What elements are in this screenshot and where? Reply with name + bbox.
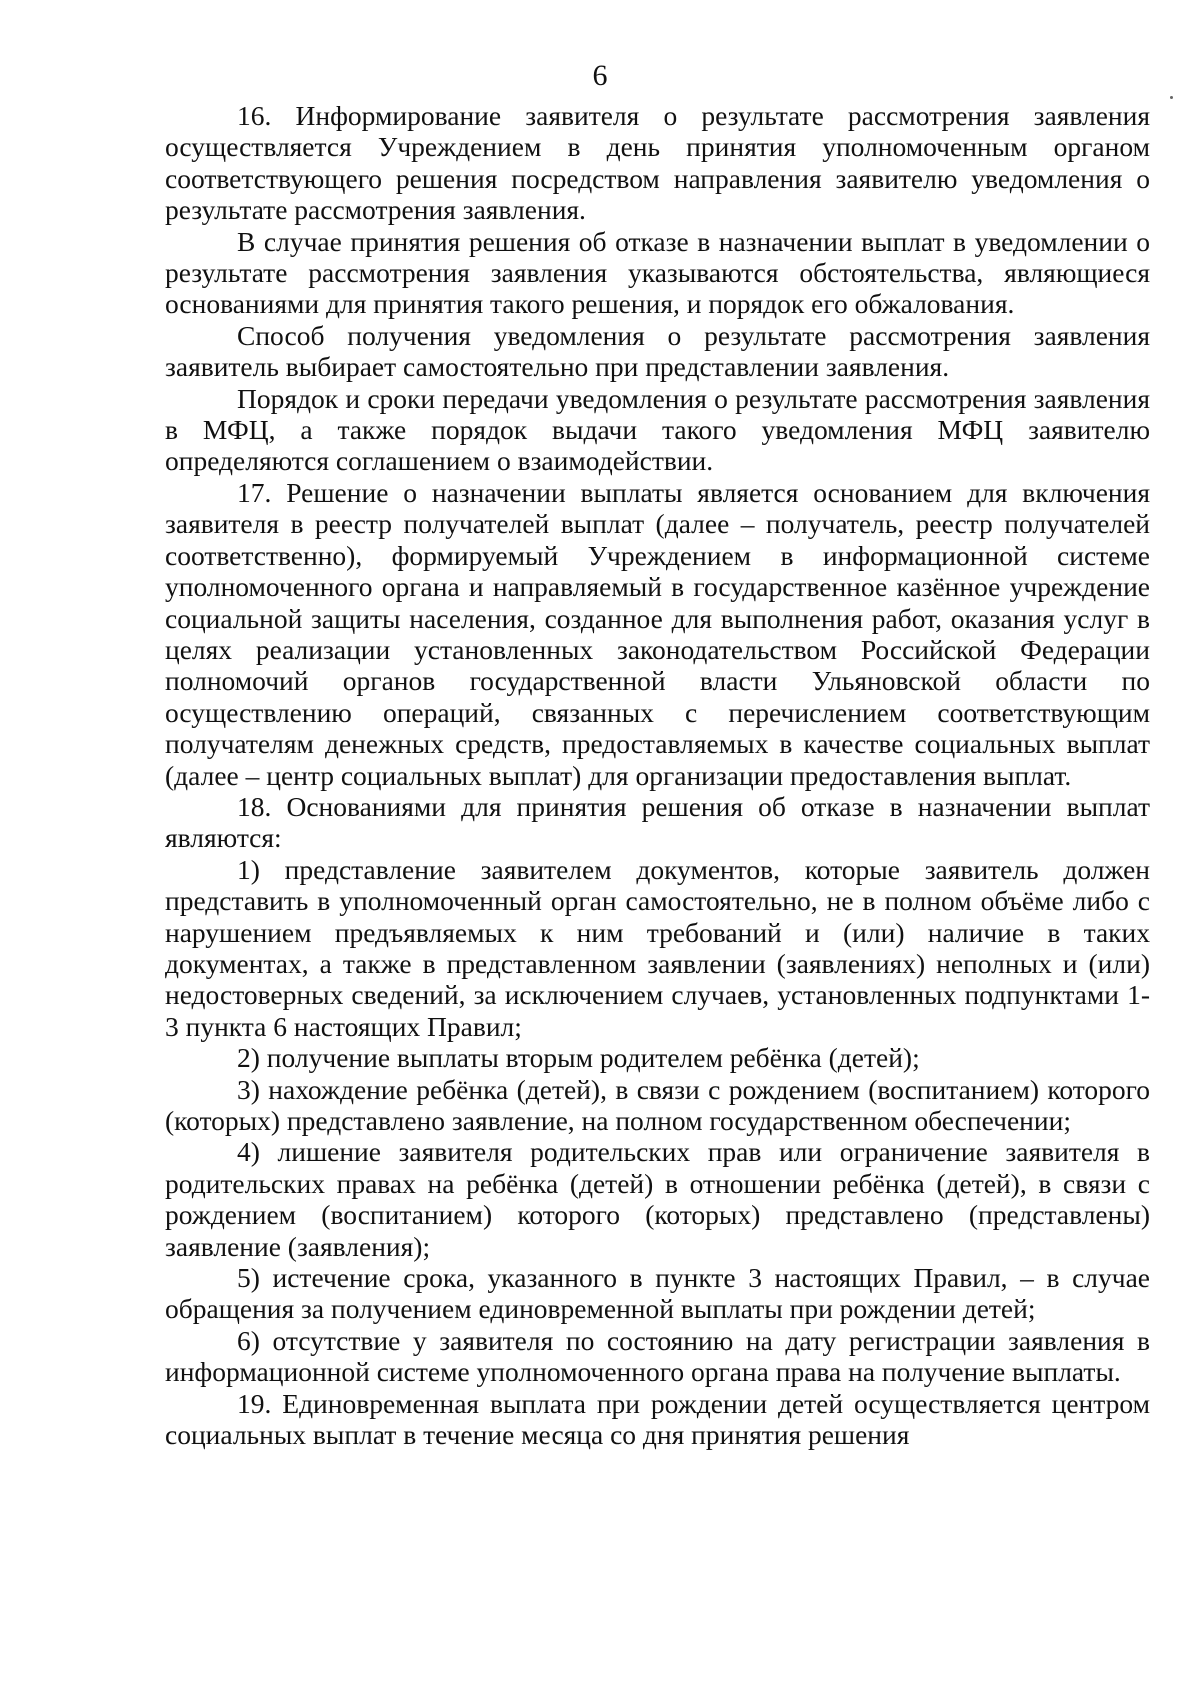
paragraph-19: 19. Единовременная выплата при рождении детей осуществляется центром социальных выплат в течение месяца со дня принятия решения bbox=[165, 1387, 1150, 1451]
list-item-18-3: 3) нахождение ребёнка (детей), в связи с рождением (воспитанием) которого (которых) представлено заявление, на полном государственном обеспечении; bbox=[165, 1073, 1150, 1136]
document-body bbox=[165, 100, 1150, 1450]
scan-speck bbox=[1170, 96, 1173, 99]
list-item-18-6: 6) отсутствие у заявителя по состоянию на дату регистрации заявления в информационной системе уполномоченного органа права на получение выплаты. bbox=[165, 1324, 1150, 1388]
paragraph-17: 17. Решение о назначении выплаты является основанием для включения заявителя в реестр получателей выплат (далее – получатель, реестр получателей соответственно), формируемый Учреждением в информационной системе уполномоченного органа и направляемый в государственное казённое учреждение социальной защиты населения, созданное для выполнения работ, оказания услуг в целях реализации установленных законодательством Российской Федерации полномочий органов государственной власти Ульяновской области по осуществлению операций, связанных с перечислением соответствующим получателям денежных средств, предоставляемых в качестве социальных выплат (далее – центр социальных выплат) для организации предоставления выплат. bbox=[165, 476, 1150, 791]
list-item-18-5: 5) истечение срока, указанного в пункте 3 настоящих Правил, – в случае обращения за получением единовременной выплаты при рождении детей; bbox=[165, 1262, 1150, 1325]
paragraph-16-mfc-procedure: Порядок и сроки передачи уведомления о результате рассмотрения заявления в МФЦ, а также порядок выдачи такого уведомления МФЦ заявителю определяются соглашением о взаимодействии. bbox=[165, 382, 1150, 477]
paragraph-18: 18. Основаниями для принятия решения об отказе в назначении выплат являются: bbox=[165, 790, 1150, 854]
list-item-18-4: 4) лишение заявителя родительских прав или ограничение заявителя в родительских правах на ребёнка (детей) в отношении ребёнка (детей), в связи с рождением (воспитанием) которого (которых) представлено (представлены) заявление (заявления); bbox=[165, 1136, 1150, 1262]
list-item-18-1: 1) представление заявителем документов, которые заявитель должен представить в уполномоченный орган самостоятельно, не в полном объёме либо с нарушением предъявляемых к ним требований и (или) наличие в таких документах, а также в представленном заявлении (заявлениях) неполных и (или) недостоверных сведений, за исключением случаев, установленных подпунктами 1-3 пункта 6 настоящих Правил; bbox=[165, 853, 1150, 1042]
paragraph-16-notice-method: Способ получения уведомления о результате рассмотрения заявления заявитель выбирает самостоятельно при представлении заявления. bbox=[165, 319, 1150, 383]
paragraph-16-refusal-notice: В случае принятия решения об отказе в назначении выплат в уведомлении о результате рассмотрения заявления указываются обстоятельства, являющиеся основаниями для принятия такого решения, и порядок его обжалования. bbox=[165, 225, 1150, 320]
paragraph-16: 16. Информирование заявителя о результате рассмотрения заявления осуществляется Учреждением в день принятия уполномоченным органом соответствующего решения посредством направления заявителю уведомления о результате рассмотрения заявления. bbox=[165, 100, 1150, 226]
list-item-18-2: 2) получение выплаты вторым родителем ребёнка (детей); bbox=[237, 1042, 920, 1074]
page-number: 6 bbox=[592, 59, 608, 92]
